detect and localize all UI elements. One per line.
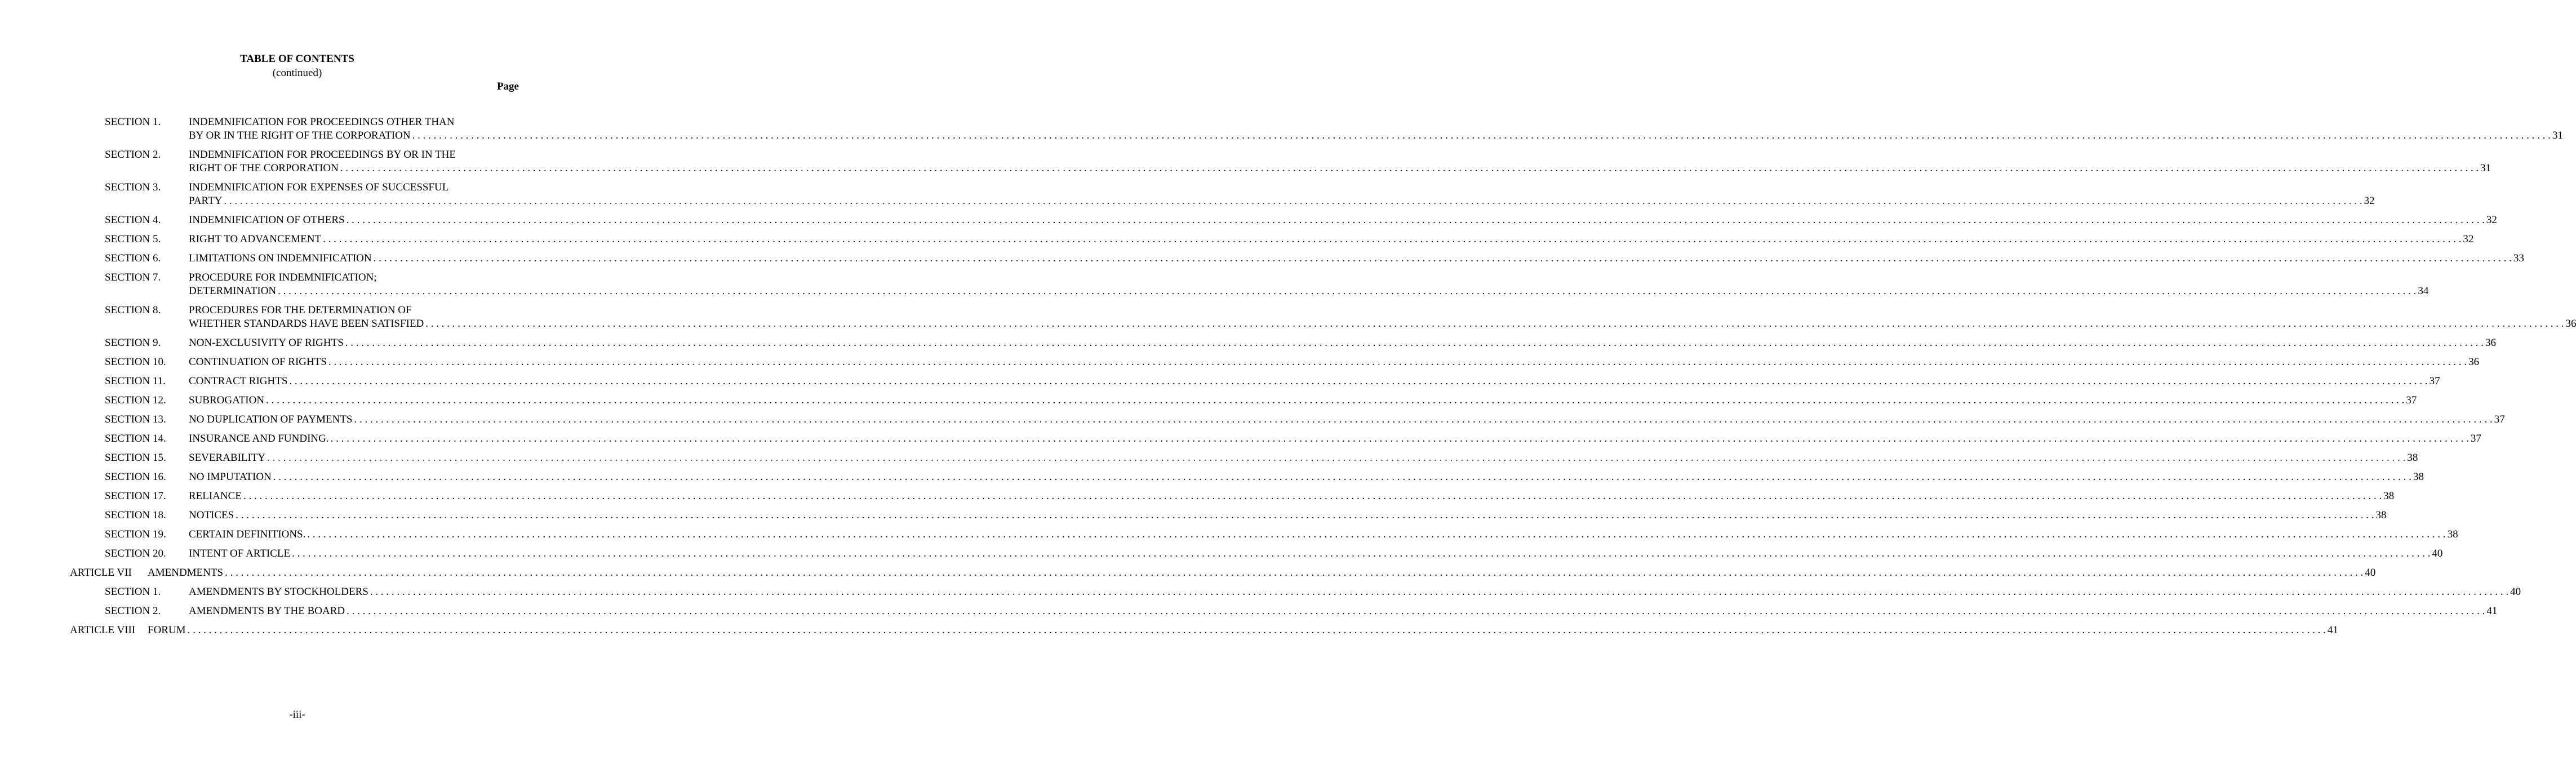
dot-leader: . . . . . . . . . . . . . . . . . . . . . . . . . . . . . . . . . . . . . . . . . . . . . . . . . . . . . . . . . . . . . . . . . . . . . . . . . . . . . . . . . . . . . . . . . . . . . . . . . . . . . . . . . . . . . . . . . . . . . . . . . . . . . . . . . . . . . . . . . . . . . . . . . . . . . . . . . . . . . . . . . . . . . . . . . . . . . . . . . . . . . . . . . . . . . . . . . . . . . . . . . . . . . . . . . . . . . . . . . . . . . . . . . . . . . . . . . . . . . . . . . . . . . . . . . . . . . . . . . . . . . . . . . . . . . . . . . . . . . . . . . . . . . . . . . . . . . . . . . . . . . . . . . . . . . . . . . . . . . . . . . . . . . . . . . . . . . . . . . . . . . . . . . . . . . . . . . . . . . . . . . . . . . . . . . . . . . . . . . . . . . . . . . . . . . . . . . . . . . . . . bbox=[328, 356, 2467, 368]
dot-leader: . . . . . . . . . . . . . . . . . . . . . . . . . . . . . . . . . . . . . . . . . . . . . . . . . . . . . . . . . . . . . . . . . . . . . . . . . . . . . . . . . . . . . . . . . . . . . . . . . . . . . . . . . . . . . . . . . . . . . . . . . . . . . . . . . . . . . . . . . . . . . . . . . . . . . . . . . . . . . . . . . . . . . . . . . . . . . . . . . . . . . . . . . . . . . . . . . . . . . . . . . . . . . . . . . . . . . . . . . . . . . . . . . . . . . . . . . . . . . . . . . . . . . . . . . . . . . . . . . . . . . . . . . . . . . . . . . . . . . . . . . . . . . . . . . . . . . . . . . . . . . . . . . . . . . . . . . . . . . . . . . . . . . . . . . . . . . . . . . . . . . . . . . . . . . . . . . . . . . . . . . . . . . . . . . . . . . . . . . . . . . . . . . . . . . . . . . . . . . . . . bbox=[370, 586, 2509, 598]
toc-page-number: 33 bbox=[2513, 252, 2524, 264]
toc-entry-title-line: PROCEDURES FOR THE DETERMINATION OF bbox=[189, 304, 412, 316]
dot-leader: . . . . . . . . . . . . . . . . . . . . . . . . . . . . . . . . . . . . . . . . . . . . . . . . . . . . . . . . . . . . . . . . . . . . . . . . . . . . . . . . . . . . . . . . . . . . . . . . . . . . . . . . . . . . . . . . . . . . . . . . . . . . . . . . . . . . . . . . . . . . . . . . . . . . . . . . . . . . . . . . . . . . . . . . . . . . . . . . . . . . . . . . . . . . . . . . . . . . . . . . . . . . . . . . . . . . . . . . . . . . . . . . . . . . . . . . . . . . . . . . . . . . . . . . . . . . . . . . . . . . . . . . . . . . . . . . . . . . . . . . . . . . . . . . . . . . . . . . . . . . . . . . . . . . . . . . . . . . . . . . . . . . . . . . . . . . . . . . . . . . . . . . . . . . . . . . . . . . . . . . . . . . . . . . . . . . . . . . . . . . . . . . . . . . . . . . . . . . . . . . bbox=[330, 433, 2469, 444]
toc-entry-leader-row bbox=[189, 413, 2505, 426]
dot-leader: . . . . . . . . . . . . . . . . . . . . . . . . . . . . . . . . . . . . . . . . . . . . . . . . . . . . . . . . . . . . . . . . . . . . . . . . . . . . . . . . . . . . . . . . . . . . . . . . . . . . . . . . . . . . . . . . . . . . . . . . . . . . . . . . . . . . . . . . . . . . . . . . . . . . . . . . . . . . . . . . . . . . . . . . . . . . . . . . . . . . . . . . . . . . . . . . . . . . . . . . . . . . . . . . . . . . . . . . . . . . . . . . . . . . . . . . . . . . . . . . . . . . . . . . . . . . . . . . . . . . . . . . . . . . . . . . . . . . . . . . . . . . . . . . . . . . . . . . . . . . . . . . . . . . . . . . . . . . . . . . . . . . . . . . . . . . . . . . . . . . . . . . . . . . . . . . . . . . . . . . . . . . . . . . . . . . . . . . . . . . . . . . . . . . . . . . . . . . . . . . bbox=[289, 375, 2428, 387]
toc-section-entry[interactable] bbox=[0, 355, 2480, 369]
toc-page-number: 40 bbox=[2432, 548, 2443, 559]
toc-entry-leader-row bbox=[189, 285, 2429, 298]
toc-section-label: SECTION 9. bbox=[105, 337, 161, 349]
toc-page-number: 37 bbox=[2470, 433, 2481, 444]
toc-entry-title-line: NON-EXCLUSIVITY OF RIGHTS bbox=[189, 337, 344, 349]
toc-article-entry[interactable] bbox=[0, 566, 2376, 580]
toc-section-entry[interactable] bbox=[0, 432, 2481, 446]
toc-entry-leader-row bbox=[189, 547, 2443, 561]
dot-leader: . . . . . . . . . . . . . . . . . . . . . . . . . . . . . . . . . . . . . . . . . . . . . . . . . . . . . . . . . . . . . . . . . . . . . . . . . . . . . . . . . . . . . . . . . . . . . . . . . . . . . . . . . . . . . . . . . . . . . . . . . . . . . . . . . . . . . . . . . . . . . . . . . . . . . . . . . . . . . . . . . . . . . . . . . . . . . . . . . . . . . . . . . . . . . . . . . . . . . . . . . . . . . . . . . . . . . . . . . . . . . . . . . . . . . . . . . . . . . . . . . . . . . . . . . . . . . . . . . . . . . . . . . . . . . . . . . . . . . . . . . . . . . . . . . . . . . . . . . . . . . . . . . . . . . . . . . . . . . . . . . . . . . . . . . . . . . . . . . . . . . . . . . . . . . . . . . . . . . . . . . . . . . . . . . . . . . . . . . . . . . . . . . . . . . . . . . . . . . . . . bbox=[273, 471, 2412, 483]
dot-leader: . . . . . . . . . . . . . . . . . . . . . . . . . . . . . . . . . . . . . . . . . . . . . . . . . . . . . . . . . . . . . . . . . . . . . . . . . . . . . . . . . . . . . . . . . . . . . . . . . . . . . . . . . . . . . . . . . . . . . . . . . . . . . . . . . . . . . . . . . . . . . . . . . . . . . . . . . . . . . . . . . . . . . . . . . . . . . . . . . . . . . . . . . . . . . . . . . . . . . . . . . . . . . . . . . . . . . . . . . . . . . . . . . . . . . . . . . . . . . . . . . . . . . . . . . . . . . . . . . . . . . . . . . . . . . . . . . . . . . . . . . . . . . . . . . . . . . . . . . . . . . . . . . . . . . . . . . . . . . . . . . . . . . . . . . . . . . . . . . . . . . . . . . . . . . . . . . . . . . . . . . . . . . . . . . . . . . . . . . . . . . . . . . . . . . . . . . . . . . . . . bbox=[347, 605, 2485, 617]
toc-entry-leader-row bbox=[189, 162, 2491, 175]
dot-leader: . . . . . . . . . . . . . . . . . . . . . . . . . . . . . . . . . . . . . . . . . . . . . . . . . . . . . . . . . . . . . . . . . . . . . . . . . . . . . . . . . . . . . . . . . . . . . . . . . . . . . . . . . . . . . . . . . . . . . . . . . . . . . . . . . . . . . . . . . . . . . . . . . . . . . . . . . . . . . . . . . . . . . . . . . . . . . . . . . . . . . . . . . . . . . . . . . . . . . . . . . . . . . . . . . . . . . . . . . . . . . . . . . . . . . . . . . . . . . . . . . . . . . . . . . . . . . . . . . . . . . . . . . . . . . . . . . . . . . . . . . . . . . . . . . . . . . . . . . . . . . . . . . . . . . . . . . . . . . . . . . . . . . . . . . . . . . . . . . . . . . . . . . . . . . . . . . . . . . . . . . . . . . . . . . . . . . . . . . . . . . . . . . . . . . . . . . . . . . . . . bbox=[354, 414, 2493, 425]
toc-entry-leader-row bbox=[148, 566, 2376, 580]
toc-section-entry[interactable] bbox=[0, 528, 2458, 541]
toc-entry-leader-row bbox=[189, 394, 2417, 407]
toc-entry-title-line: CONTRACT RIGHTS bbox=[189, 375, 288, 387]
toc-section-entry[interactable] bbox=[0, 214, 2497, 227]
toc-section-label: SECTION 12. bbox=[105, 394, 166, 406]
toc-section-label: SECTION 20. bbox=[105, 548, 166, 559]
toc-entry-title-line: CERTAIN DEFINITIONS. bbox=[189, 528, 306, 540]
dot-leader: . . . . . . . . . . . . . . . . . . . . . . . . . . . . . . . . . . . . . . . . . . . . . . . . . . . . . . . . . . . . . . . . . . . . . . . . . . . . . . . . . . . . . . . . . . . . . . . . . . . . . . . . . . . . . . . . . . . . . . . . . . . . . . . . . . . . . . . . . . . . . . . . . . . . . . . . . . . . . . . . . . . . . . . . . . . . . . . . . . . . . . . . . . . . . . . . . . . . . . . . . . . . . . . . . . . . . . . . . . . . . . . . . . . . . . . . . . . . . . . . . . . . . . . . . . . . . . . . . . . . . . . . . . . . . . . . . . . . . . . . . . . . . . . . . . . . . . . . . . . . . . . . . . . . . . . . . . . . . . . . . . . . . . . . . . . . . . . . . . . . . . . . . . . . . . . . . . . . . . . . . . . . . . . . . . . . . . . . . . . . . . . . . . . . . . . . . . . . . . . . bbox=[373, 252, 2512, 264]
toc-entry-leader-row bbox=[148, 624, 2338, 637]
toc-page-number: 31 bbox=[2480, 162, 2491, 174]
toc-subtitle: (continued) bbox=[272, 67, 322, 79]
toc-entry-leader-row bbox=[189, 129, 2563, 143]
toc-section-label: SECTION 15. bbox=[105, 452, 166, 464]
toc-entry-title-line: INSURANCE AND FUNDING. bbox=[189, 433, 329, 444]
toc-entry-leader-row bbox=[189, 432, 2481, 446]
dot-leader: . . . . . . . . . . . . . . . . . . . . . . . . . . . . . . . . . . . . . . . . . . . . . . . . . . . . . . . . . . . . . . . . . . . . . . . . . . . . . . . . . . . . . . . . . . . . . . . . . . . . . . . . . . . . . . . . . . . . . . . . . . . . . . . . . . . . . . . . . . . . . . . . . . . . . . . . . . . . . . . . . . . . . . . . . . . . . . . . . . . . . . . . . . . . . . . . . . . . . . . . . . . . . . . . . . . . . . . . . . . . . . . . . . . . . . . . . . . . . . . . . . . . . . . . . . . . . . . . . . . . . . . . . . . . . . . . . . . . . . . . . . . . . . . . . . . . . . . . . . . . . . . . . . . . . . . . . . . . . . . . . . . . . . . . . . . . . . . . . . . . . . . . . . . . . . . . . . . . . . . . . . . . . . . . . . . . . . . . . . . . . . . . . . . . . . . . . . . . . . . . bbox=[267, 452, 2406, 464]
toc-section-entry[interactable] bbox=[0, 304, 2576, 331]
dot-leader: . . . . . . . . . . . . . . . . . . . . . . . . . . . . . . . . . . . . . . . . . . . . . . . . . . . . . . . . . . . . . . . . . . . . . . . . . . . . . . . . . . . . . . . . . . . . . . . . . . . . . . . . . . . . . . . . . . . . . . . . . . . . . . . . . . . . . . . . . . . . . . . . . . . . . . . . . . . . . . . . . . . . . . . . . . . . . . . . . . . . . . . . . . . . . . . . . . . . . . . . . . . . . . . . . . . . . . . . . . . . . . . . . . . . . . . . . . . . . . . . . . . . . . . . . . . . . . . . . . . . . . . . . . . . . . . . . . . . . . . . . . . . . . . . . . . . . . . . . . . . . . . . . . . . . . . . . . . . . . . . . . . . . . . . . . . . . . . . . . . . . . . . . . . . . . . . . . . . . . . . . . . . . . . . . . . . . . . . . . . . . . . . . . . . . . . . . . . . . . . . bbox=[292, 548, 2431, 559]
toc-entry-title-line: INDEMNIFICATION OF OTHERS bbox=[189, 214, 345, 226]
toc-entry-leader-row bbox=[189, 585, 2521, 599]
toc-entry-title-line: SEVERABILITY bbox=[189, 452, 266, 464]
dot-leader: . . . . . . . . . . . . . . . . . . . . . . . . . . . . . . . . . . . . . . . . . . . . . . . . . . . . . . . . . . . . . . . . . . . . . . . . . . . . . . . . . . . . . . . . . . . . . . . . . . . . . . . . . . . . . . . . . . . . . . . . . . . . . . . . . . . . . . . . . . . . . . . . . . . . . . . . . . . . . . . . . . . . . . . . . . . . . . . . . . . . . . . . . . . . . . . . . . . . . . . . . . . . . . . . . . . . . . . . . . . . . . . . . . . . . . . . . . . . . . . . . . . . . . . . . . . . . . . . . . . . . . . . . . . . . . . . . . . . . . . . . . . . . . . . . . . . . . . . . . . . . . . . . . . . . . . . . . . . . . . . . . . . . . . . . . . . . . . . . . . . . . . . . . . . . . . . . . . . . . . . . . . . . . . . . . . . . . . . . . . . . . . . . . . . . . . . . . . . . . . . bbox=[412, 130, 2551, 141]
toc-section-label: SECTION 5. bbox=[105, 233, 161, 245]
toc-entry-title-line: NOTICES bbox=[189, 509, 234, 521]
toc-section-label: SECTION 8. bbox=[105, 304, 161, 316]
toc-page-number: 38 bbox=[2413, 471, 2424, 483]
toc-entry-title-line: CONTINUATION OF RIGHTS bbox=[189, 356, 327, 368]
toc-entry-title-line: INDEMNIFICATION FOR PROCEEDINGS OTHER THAN bbox=[189, 116, 455, 128]
toc-entry-leader-row bbox=[189, 355, 2480, 369]
toc-section-label: SECTION 1. bbox=[105, 116, 161, 128]
toc-page-number: 36 bbox=[2468, 356, 2480, 368]
toc-section-label: SECTION 17. bbox=[105, 490, 166, 502]
toc-section-label: SECTION 19. bbox=[105, 528, 166, 540]
toc-section-entry[interactable] bbox=[0, 233, 2474, 246]
toc-page-number: 34 bbox=[2418, 285, 2429, 297]
toc-page-number: 41 bbox=[2327, 624, 2338, 636]
toc-entry-leader-row bbox=[189, 233, 2474, 246]
toc-page-number: 32 bbox=[2364, 195, 2375, 207]
toc-entry-title-line: NO IMPUTATION bbox=[189, 471, 272, 483]
toc-entry-leader-row bbox=[189, 490, 2395, 503]
toc-entry-title-line: INDEMNIFICATION FOR EXPENSES OF SUCCESSFUL bbox=[189, 181, 449, 193]
toc-entry-title-line: INDEMNIFICATION FOR PROCEEDINGS BY OR IN THE bbox=[189, 149, 456, 161]
toc-entry-title-line: AMENDMENTS BY THE BOARD bbox=[189, 605, 345, 617]
toc-section-entry[interactable] bbox=[0, 271, 2429, 298]
toc-entry-leader-row bbox=[189, 375, 2440, 388]
toc-entry-leader-row bbox=[189, 194, 2375, 208]
toc-page-number: 37 bbox=[2429, 375, 2440, 387]
dot-leader: . . . . . . . . . . . . . . . . . . . . . . . . . . . . . . . . . . . . . . . . . . . . . . . . . . . . . . . . . . . . . . . . . . . . . . . . . . . . . . . . . . . . . . . . . . . . . . . . . . . . . . . . . . . . . . . . . . . . . . . . . . . . . . . . . . . . . . . . . . . . . . . . . . . . . . . . . . . . . . . . . . . . . . . . . . . . . . . . . . . . . . . . . . . . . . . . . . . . . . . . . . . . . . . . . . . . . . . . . . . . . . . . . . . . . . . . . . . . . . . . . . . . . . . . . . . . . . . . . . . . . . . . . . . . . . . . . . . . . . . . . . . . . . . . . . . . . . . . . . . . . . . . . . . . . . . . . . . . . . . . . . . . . . . . . . . . . . . . . . . . . . . . . . . . . . . . . . . . . . . . . . . . . . . . . . . . . . . . . . . . . . . . . . . . . . . . . . . . . . . . bbox=[243, 490, 2382, 502]
toc-page-number: 31 bbox=[2552, 130, 2563, 141]
page-number: -iii- bbox=[289, 709, 305, 721]
toc-page-number: 38 bbox=[2383, 490, 2395, 502]
toc-section-label: SECTION 1. bbox=[105, 586, 161, 598]
toc-page-number: 36 bbox=[2485, 337, 2497, 349]
toc-article-label: ARTICLE VII bbox=[70, 567, 132, 579]
toc-entry-title-line: PARTY bbox=[189, 195, 223, 207]
toc-section-label: SECTION 2. bbox=[105, 149, 161, 161]
toc-section-entry[interactable] bbox=[0, 509, 2387, 522]
toc-entry-leader-row bbox=[189, 604, 2498, 618]
toc-section-label: SECTION 3. bbox=[105, 181, 161, 193]
toc-section-entry[interactable] bbox=[0, 181, 2375, 208]
toc-section-label: SECTION 6. bbox=[105, 252, 161, 264]
dot-leader: . . . . . . . . . . . . . . . . . . . . . . . . . . . . . . . . . . . . . . . . . . . . . . . . . . . . . . . . . . . . . . . . . . . . . . . . . . . . . . . . . . . . . . . . . . . . . . . . . . . . . . . . . . . . . . . . . . . . . . . . . . . . . . . . . . . . . . . . . . . . . . . . . . . . . . . . . . . . . . . . . . . . . . . . . . . . . . . . . . . . . . . . . . . . . . . . . . . . . . . . . . . . . . . . . . . . . . . . . . . . . . . . . . . . . . . . . . . . . . . . . . . . . . . . . . . . . . . . . . . . . . . . . . . . . . . . . . . . . . . . . . . . . . . . . . . . . . . . . . . . . . . . . . . . . . . . . . . . . . . . . . . . . . . . . . . . . . . . . . . . . . . . . . . . . . . . . . . . . . . . . . . . . . . . . . . . . . . . . . . . . . . . . . . . . . . . . . . . . . . . bbox=[225, 567, 2364, 579]
toc-entry-title-line: AMENDMENTS BY STOCKHOLDERS bbox=[189, 586, 368, 598]
dot-leader: . . . . . . . . . . . . . . . . . . . . . . . . . . . . . . . . . . . . . . . . . . . . . . . . . . . . . . . . . . . . . . . . . . . . . . . . . . . . . . . . . . . . . . . . . . . . . . . . . . . . . . . . . . . . . . . . . . . . . . . . . . . . . . . . . . . . . . . . . . . . . . . . . . . . . . . . . . . . . . . . . . . . . . . . . . . . . . . . . . . . . . . . . . . . . . . . . . . . . . . . . . . . . . . . . . . . . . . . . . . . . . . . . . . . . . . . . . . . . . . . . . . . . . . . . . . . . . . . . . . . . . . . . . . . . . . . . . . . . . . . . . . . . . . . . . . . . . . . . . . . . . . . . . . . . . . . . . . . . . . . . . . . . . . . . . . . . . . . . . . . . . . . . . . . . . . . . . . . . . . . . . . . . . . . . . . . . . . . . . . . . . . . . . . . . . . . . . . . . . . . bbox=[278, 285, 2417, 297]
toc-entry-title-line: FORUM bbox=[148, 624, 186, 636]
dot-leader: . . . . . . . . . . . . . . . . . . . . . . . . . . . . . . . . . . . . . . . . . . . . . . . . . . . . . . . . . . . . . . . . . . . . . . . . . . . . . . . . . . . . . . . . . . . . . . . . . . . . . . . . . . . . . . . . . . . . . . . . . . . . . . . . . . . . . . . . . . . . . . . . . . . . . . . . . . . . . . . . . . . . . . . . . . . . . . . . . . . . . . . . . . . . . . . . . . . . . . . . . . . . . . . . . . . . . . . . . . . . . . . . . . . . . . . . . . . . . . . . . . . . . . . . . . . . . . . . . . . . . . . . . . . . . . . . . . . . . . . . . . . . . . . . . . . . . . . . . . . . . . . . . . . . . . . . . . . . . . . . . . . . . . . . . . . . . . . . . . . . . . . . . . . . . . . . . . . . . . . . . . . . . . . . . . . . . . . . . . . . . . . . . . . . . . . . . . . . . . . . bbox=[236, 509, 2374, 521]
toc-section-entry[interactable] bbox=[0, 394, 2417, 407]
toc-entry-title-line: RIGHT OF THE CORPORATION bbox=[189, 162, 339, 174]
toc-article-entry[interactable] bbox=[0, 624, 2338, 637]
toc-entry-leader-row bbox=[189, 470, 2424, 484]
dot-leader: . . . . . . . . . . . . . . . . . . . . . . . . . . . . . . . . . . . . . . . . . . . . . . . . . . . . . . . . . . . . . . . . . . . . . . . . . . . . . . . . . . . . . . . . . . . . . . . . . . . . . . . . . . . . . . . . . . . . . . . . . . . . . . . . . . . . . . . . . . . . . . . . . . . . . . . . . . . . . . . . . . . . . . . . . . . . . . . . . . . . . . . . . . . . . . . . . . . . . . . . . . . . . . . . . . . . . . . . . . . . . . . . . . . . . . . . . . . . . . . . . . . . . . . . . . . . . . . . . . . . . . . . . . . . . . . . . . . . . . . . . . . . . . . . . . . . . . . . . . . . . . . . . . . . . . . . . . . . . . . . . . . . . . . . . . . . . . . . . . . . . . . . . . . . . . . . . . . . . . . . . . . . . . . . . . . . . . . . . . . . . . . . . . . . . . . . . . . . . . . . bbox=[323, 233, 2462, 245]
toc-section-label: SECTION 16. bbox=[105, 471, 166, 483]
toc-page-number: 40 bbox=[2510, 586, 2521, 598]
dot-leader: . . . . . . . . . . . . . . . . . . . . . . . . . . . . . . . . . . . . . . . . . . . . . . . . . . . . . . . . . . . . . . . . . . . . . . . . . . . . . . . . . . . . . . . . . . . . . . . . . . . . . . . . . . . . . . . . . . . . . . . . . . . . . . . . . . . . . . . . . . . . . . . . . . . . . . . . . . . . . . . . . . . . . . . . . . . . . . . . . . . . . . . . . . . . . . . . . . . . . . . . . . . . . . . . . . . . . . . . . . . . . . . . . . . . . . . . . . . . . . . . . . . . . . . . . . . . . . . . . . . . . . . . . . . . . . . . . . . . . . . . . . . . . . . . . . . . . . . . . . . . . . . . . . . . . . . . . . . . . . . . . . . . . . . . . . . . . . . . . . . . . . . . . . . . . . . . . . . . . . . . . . . . . . . . . . . . . . . . . . . . . . . . . . . . . . . . . . . . . . . . bbox=[187, 624, 2326, 636]
toc-entry-title-line: PROCEDURE FOR INDEMNIFICATION; bbox=[189, 272, 377, 283]
toc-page-number: 37 bbox=[2494, 414, 2505, 425]
toc-section-label: SECTION 13. bbox=[105, 414, 166, 425]
toc-page-number: 36 bbox=[2565, 318, 2576, 330]
dot-leader: . . . . . . . . . . . . . . . . . . . . . . . . . . . . . . . . . . . . . . . . . . . . . . . . . . . . . . . . . . . . . . . . . . . . . . . . . . . . . . . . . . . . . . . . . . . . . . . . . . . . . . . . . . . . . . . . . . . . . . . . . . . . . . . . . . . . . . . . . . . . . . . . . . . . . . . . . . . . . . . . . . . . . . . . . . . . . . . . . . . . . . . . . . . . . . . . . . . . . . . . . . . . . . . . . . . . . . . . . . . . . . . . . . . . . . . . . . . . . . . . . . . . . . . . . . . . . . . . . . . . . . . . . . . . . . . . . . . . . . . . . . . . . . . . . . . . . . . . . . . . . . . . . . . . . . . . . . . . . . . . . . . . . . . . . . . . . . . . . . . . . . . . . . . . . . . . . . . . . . . . . . . . . . . . . . . . . . . . . . . . . . . . . . . . . . . . . . . . . . . . bbox=[345, 337, 2484, 349]
toc-section-label: SECTION 2. bbox=[105, 605, 161, 617]
toc-entry-leader-row bbox=[189, 317, 2576, 331]
dot-leader: . . . . . . . . . . . . . . . . . . . . . . . . . . . . . . . . . . . . . . . . . . . . . . . . . . . . . . . . . . . . . . . . . . . . . . . . . . . . . . . . . . . . . . . . . . . . . . . . . . . . . . . . . . . . . . . . . . . . . . . . . . . . . . . . . . . . . . . . . . . . . . . . . . . . . . . . . . . . . . . . . . . . . . . . . . . . . . . . . . . . . . . . . . . . . . . . . . . . . . . . . . . . . . . . . . . . . . . . . . . . . . . . . . . . . . . . . . . . . . . . . . . . . . . . . . . . . . . . . . . . . . . . . . . . . . . . . . . . . . . . . . . . . . . . . . . . . . . . . . . . . . . . . . . . . . . . . . . . . . . . . . . . . . . . . . . . . . . . . . . . . . . . . . . . . . . . . . . . . . . . . . . . . . . . . . . . . . . . . . . . . . . . . . . . . . . . . . . . . . . . bbox=[346, 214, 2485, 226]
toc-section-entry[interactable] bbox=[0, 470, 2424, 484]
toc-entry-title-line: RIGHT TO ADVANCEMENT bbox=[189, 233, 322, 245]
toc-page-number: 32 bbox=[2463, 233, 2474, 245]
toc-section-entry[interactable] bbox=[0, 451, 2418, 465]
toc-entry-title-line: NO DUPLICATION OF PAYMENTS bbox=[189, 414, 353, 425]
toc-page-number: 37 bbox=[2406, 394, 2417, 406]
toc-section-entry[interactable] bbox=[0, 490, 2395, 503]
toc-section-entry[interactable] bbox=[0, 148, 2491, 175]
toc-section-label: SECTION 7. bbox=[105, 272, 161, 283]
dot-leader: . . . . . . . . . . . . . . . . . . . . . . . . . . . . . . . . . . . . . . . . . . . . . . . . . . . . . . . . . . . . . . . . . . . . . . . . . . . . . . . . . . . . . . . . . . . . . . . . . . . . . . . . . . . . . . . . . . . . . . . . . . . . . . . . . . . . . . . . . . . . . . . . . . . . . . . . . . . . . . . . . . . . . . . . . . . . . . . . . . . . . . . . . . . . . . . . . . . . . . . . . . . . . . . . . . . . . . . . . . . . . . . . . . . . . . . . . . . . . . . . . . . . . . . . . . . . . . . . . . . . . . . . . . . . . . . . . . . . . . . . . . . . . . . . . . . . . . . . . . . . . . . . . . . . . . . . . . . . . . . . . . . . . . . . . . . . . . . . . . . . . . . . . . . . . . . . . . . . . . . . . . . . . . . . . . . . . . . . . . . . . . . . . . . . . . . . . . . . . . . . bbox=[266, 394, 2405, 406]
toc-page-number: 32 bbox=[2486, 214, 2497, 226]
dot-leader: . . . . . . . . . . . . . . . . . . . . . . . . . . . . . . . . . . . . . . . . . . . . . . . . . . . . . . . . . . . . . . . . . . . . . . . . . . . . . . . . . . . . . . . . . . . . . . . . . . . . . . . . . . . . . . . . . . . . . . . . . . . . . . . . . . . . . . . . . . . . . . . . . . . . . . . . . . . . . . . . . . . . . . . . . . . . . . . . . . . . . . . . . . . . . . . . . . . . . . . . . . . . . . . . . . . . . . . . . . . . . . . . . . . . . . . . . . . . . . . . . . . . . . . . . . . . . . . . . . . . . . . . . . . . . . . . . . . . . . . . . . . . . . . . . . . . . . . . . . . . . . . . . . . . . . . . . . . . . . . . . . . . . . . . . . . . . . . . . . . . . . . . . . . . . . . . . . . . . . . . . . . . . . . . . . . . . . . . . . . . . . . . . . . . . . . . . . . . . . . . bbox=[307, 528, 2446, 540]
toc-entry-leader-row bbox=[189, 336, 2497, 350]
dot-leader: . . . . . . . . . . . . . . . . . . . . . . . . . . . . . . . . . . . . . . . . . . . . . . . . . . . . . . . . . . . . . . . . . . . . . . . . . . . . . . . . . . . . . . . . . . . . . . . . . . . . . . . . . . . . . . . . . . . . . . . . . . . . . . . . . . . . . . . . . . . . . . . . . . . . . . . . . . . . . . . . . . . . . . . . . . . . . . . . . . . . . . . . . . . . . . . . . . . . . . . . . . . . . . . . . . . . . . . . . . . . . . . . . . . . . . . . . . . . . . . . . . . . . . . . . . . . . . . . . . . . . . . . . . . . . . . . . . . . . . . . . . . . . . . . . . . . . . . . . . . . . . . . . . . . . . . . . . . . . . . . . . . . . . . . . . . . . . . . . . . . . . . . . . . . . . . . . . . . . . . . . . . . . . . . . . . . . . . . . . . . . . . . . . . . . . . . . . . . . . . . bbox=[340, 162, 2479, 174]
toc-page-number: 41 bbox=[2486, 605, 2498, 617]
toc-entry-leader-row bbox=[189, 214, 2497, 227]
toc-entry-title-line: INTENT OF ARTICLE bbox=[189, 548, 291, 559]
toc-section-entry[interactable] bbox=[0, 547, 2443, 561]
dot-leader: . . . . . . . . . . . . . . . . . . . . . . . . . . . . . . . . . . . . . . . . . . . . . . . . . . . . . . . . . . . . . . . . . . . . . . . . . . . . . . . . . . . . . . . . . . . . . . . . . . . . . . . . . . . . . . . . . . . . . . . . . . . . . . . . . . . . . . . . . . . . . . . . . . . . . . . . . . . . . . . . . . . . . . . . . . . . . . . . . . . . . . . . . . . . . . . . . . . . . . . . . . . . . . . . . . . . . . . . . . . . . . . . . . . . . . . . . . . . . . . . . . . . . . . . . . . . . . . . . . . . . . . . . . . . . . . . . . . . . . . . . . . . . . . . . . . . . . . . . . . . . . . . . . . . . . . . . . . . . . . . . . . . . . . . . . . . . . . . . . . . . . . . . . . . . . . . . . . . . . . . . . . . . . . . . . . . . . . . . . . . . . . . . . . . . . . . . . . . . . . . bbox=[425, 318, 2564, 330]
toc-section-entry[interactable] bbox=[0, 252, 2524, 265]
toc-entry-title-line: BY OR IN THE RIGHT OF THE CORPORATION bbox=[189, 130, 411, 141]
toc-entry-leader-row bbox=[189, 509, 2387, 522]
toc-section-label: SECTION 18. bbox=[105, 509, 166, 521]
toc-entry-leader-row bbox=[189, 528, 2458, 541]
toc-entry-leader-row bbox=[189, 451, 2418, 465]
toc-page-number: 40 bbox=[2365, 567, 2376, 579]
toc-page-number: 38 bbox=[2447, 528, 2458, 540]
toc-section-entry[interactable] bbox=[0, 375, 2440, 388]
toc-article-label: ARTICLE VIII bbox=[70, 624, 136, 636]
dot-leader: . . . . . . . . . . . . . . . . . . . . . . . . . . . . . . . . . . . . . . . . . . . . . . . . . . . . . . . . . . . . . . . . . . . . . . . . . . . . . . . . . . . . . . . . . . . . . . . . . . . . . . . . . . . . . . . . . . . . . . . . . . . . . . . . . . . . . . . . . . . . . . . . . . . . . . . . . . . . . . . . . . . . . . . . . . . . . . . . . . . . . . . . . . . . . . . . . . . . . . . . . . . . . . . . . . . . . . . . . . . . . . . . . . . . . . . . . . . . . . . . . . . . . . . . . . . . . . . . . . . . . . . . . . . . . . . . . . . . . . . . . . . . . . . . . . . . . . . . . . . . . . . . . . . . . . . . . . . . . . . . . . . . . . . . . . . . . . . . . . . . . . . . . . . . . . . . . . . . . . . . . . . . . . . . . . . . . . . . . . . . . . . . . . . . . . . . . . . . . . . . bbox=[224, 195, 2362, 207]
toc-section-entry[interactable] bbox=[0, 115, 2563, 143]
toc-page-number: 38 bbox=[2407, 452, 2418, 464]
toc-section-label: SECTION 14. bbox=[105, 433, 166, 444]
toc-section-label: SECTION 10. bbox=[105, 356, 166, 368]
toc-page-number: 38 bbox=[2375, 509, 2387, 521]
toc-section-label: SECTION 11. bbox=[105, 375, 166, 387]
toc-section-label: SECTION 4. bbox=[105, 214, 161, 226]
toc-section-entry[interactable] bbox=[0, 604, 2498, 618]
toc-section-entry[interactable] bbox=[0, 585, 2521, 599]
toc-title: TABLE OF CONTENTS bbox=[240, 53, 354, 65]
toc-entry-leader-row bbox=[189, 252, 2524, 265]
toc-entry-title-line: DETERMINATION bbox=[189, 285, 277, 297]
toc-entry-title-line: WHETHER STANDARDS HAVE BEEN SATISFIED bbox=[189, 318, 424, 330]
toc-entry-title-line: RELIANCE bbox=[189, 490, 242, 502]
toc-entry-title-line: SUBROGATION bbox=[189, 394, 265, 406]
toc-section-entry[interactable] bbox=[0, 336, 2497, 350]
page-column-label: Page bbox=[496, 81, 519, 92]
toc-entry-title-line: LIMITATIONS ON INDEMNIFICATION bbox=[189, 252, 372, 264]
toc-section-entry[interactable] bbox=[0, 413, 2505, 426]
toc-entry-title-line: AMENDMENTS bbox=[148, 567, 224, 579]
